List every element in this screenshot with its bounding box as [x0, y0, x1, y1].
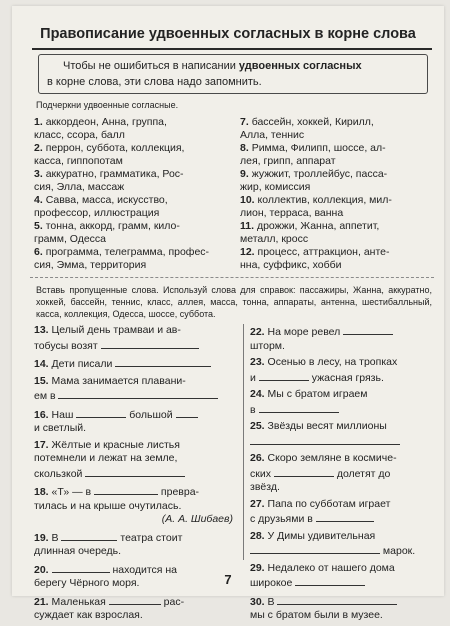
workbook-page: [12, 6, 444, 621]
answer-blank[interactable]: [274, 466, 334, 477]
quote-source: (А. А. Шибаев): [161, 513, 233, 525]
rule-box: [38, 54, 428, 94]
word-group-4: 4. Савва, масса, искусство, профессор, иллюстрация: [34, 194, 168, 219]
sentence-21: 21. Маленькая рас- суждает как взрослая.: [34, 595, 185, 621]
word-group-2: 2. перрон, суббота, коллекция, касса, гиппопотам: [34, 142, 185, 167]
answer-blank[interactable]: [52, 562, 110, 573]
exercise1-left-column: [34, 116, 244, 272]
word-group-5: 5. тонна, аккорд, грамм, кило- грамм, Одесса: [34, 220, 180, 245]
answer-blank[interactable]: [259, 402, 339, 413]
sentence-30: 30. В мы с братом были в музее.: [250, 594, 438, 623]
word-group-1: 1. аккордеон, Анна, группа, класс, ссора, балл: [34, 116, 167, 141]
answer-blank[interactable]: [115, 356, 211, 367]
answer-blank[interactable]: [61, 530, 117, 541]
rule-emphasis: удвоенных согласных: [238, 60, 362, 72]
sentence-18: 18. «Т» — в преврa- тилась и на крыше очутилась. (А. А. Шибаев): [34, 484, 239, 527]
sentence-27: 27. Папа по субботам играет с друзьями в: [250, 497, 391, 525]
column-divider: [243, 324, 244, 560]
word-group-12: 12. процесс, аттракцион, анте- нна, суффикс, хобби: [240, 246, 390, 271]
answer-blank[interactable]: [76, 407, 126, 418]
sentence-19: 19. В театра стоит длинная очередь.: [34, 531, 183, 557]
sentence-25: 25. Звёзды весят миллионы: [250, 420, 438, 449]
answer-blank[interactable]: [94, 484, 158, 495]
word-group-10: 10. коллектив, коллекция, мил- лион, терраса, ванна: [240, 194, 392, 219]
answer-blank[interactable]: [250, 434, 400, 445]
sentence-16: 16. Наш большой и светлый.: [34, 407, 239, 436]
rule-text-2: в корне слова, эти слова надо запомнить.: [47, 76, 262, 88]
section-separator: [30, 277, 434, 278]
sentence-17: 17. Жёлтые и красные листья потемнели и лежат на земле, скользкой: [34, 439, 239, 482]
answer-blank[interactable]: [259, 370, 309, 381]
answer-blank[interactable]: [250, 543, 380, 554]
sentence-13: 13. Целый день трамваи и ав- тобусы возят: [34, 324, 239, 353]
answer-blank[interactable]: [176, 407, 198, 418]
sentence-22: 22. На море ревел шторм.: [250, 324, 438, 353]
word-group-7: 7. бассейн, хоккей, Кирилл, Алла, теннис: [240, 116, 374, 141]
word-group-11: 11. дрожжи, Жанна, аппетит, металл, кросс: [240, 220, 380, 245]
exercise1-hint: Подчеркни удвоенные согласные.: [36, 100, 179, 110]
exercise1-right-column: [240, 116, 440, 272]
word-group-9: 9. жужжит, троллейбус, пасса- жир, комиссия: [240, 168, 388, 193]
answer-blank[interactable]: [85, 466, 185, 477]
sentence-20: 20. находится на берегу Чёрного моря.: [34, 563, 178, 589]
sentence-28: 28. У Димы удивительная марок.: [250, 529, 416, 557]
page-number: 7: [224, 572, 232, 587]
answer-blank[interactable]: [101, 338, 199, 349]
answer-blank[interactable]: [316, 511, 374, 522]
sentence-14: 14. Дети писали: [34, 356, 239, 372]
rule-text-1: Чтобы не ошибиться в написании: [63, 60, 239, 72]
page-title: Правописание удвоенных согласных в корне слова: [40, 26, 416, 42]
answer-blank[interactable]: [58, 388, 218, 399]
sentence-23: 23. Осенью в лесу, на тропках и ужасная грязь.: [250, 356, 398, 384]
answer-blank[interactable]: [343, 324, 393, 335]
sentence-26: 26. Скоро земляне в космиче- ских долетят до звёзд.: [250, 452, 397, 493]
answer-blank[interactable]: [277, 594, 397, 605]
word-group-8: 8. Римма, Филипп, шоссе, ал- лея, грипп, аппарат: [240, 142, 386, 167]
sentence-24: 24. Мы с братом играем в: [250, 388, 368, 416]
sentence-15: 15. Мама занимается плавани- ем в: [34, 375, 239, 404]
exercise2-instruction: Вставь пропущенные слова. Используй слова для справок: пассажиры, Жанна, аккуратно, хоккей, бассейн, теннис, класс, аллея, масса, тонна, аппараты, антенна, шестибалльный, касса, коллекция, Одесса, шоссе, суббота.: [36, 285, 432, 319]
word-group-6: 6. программа, телеграмма, профес- сия, Эмма, территория: [34, 246, 210, 271]
answer-blank[interactable]: [109, 594, 161, 605]
word-group-3: 3. аккуратно, грамматика, Рос- сия, Элла, массаж: [34, 168, 184, 193]
sentence-29: 29. Недалеко от нашего дома широкое: [250, 561, 395, 589]
title-underline: [32, 48, 432, 50]
